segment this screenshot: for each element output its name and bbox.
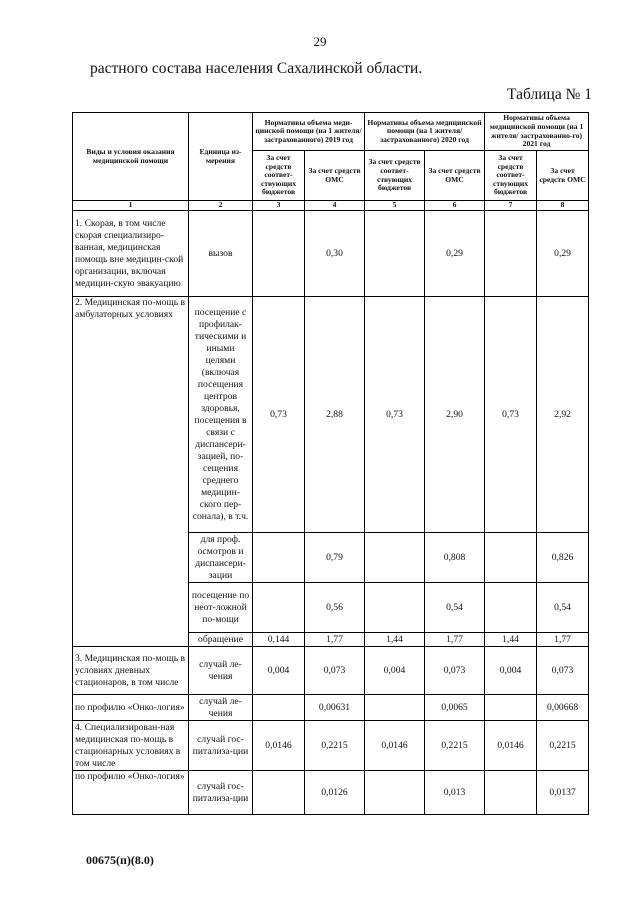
- table-row: [73, 695, 589, 721]
- value-cell: 0,73: [365, 297, 425, 533]
- value-cell: 0,29: [425, 211, 485, 297]
- value-cell: [253, 771, 305, 815]
- col-number: 4: [305, 201, 365, 211]
- value-cell: 0,0126: [305, 771, 365, 815]
- value-cell: 0,073: [425, 647, 485, 695]
- row-unit-cell: посещение с профилак-тическими и иными целями (включая посещения центров здоровья, посещения в связи с диспансери-зацией, по-сещения среднего медицин-ского пер-сонала), в т.ч.: [189, 297, 253, 533]
- value-cell: 0,0146: [485, 721, 537, 771]
- value-cell: [253, 533, 305, 583]
- header-type: Виды и условия оказания медицинской помощи: [73, 113, 189, 201]
- header-2021: Нормативы объема медицинской помощи (на 1 жителя/ застрахованно-го) 2021 год: [485, 113, 589, 151]
- table-title: Таблица № 1: [507, 86, 592, 103]
- col-number: 7: [485, 201, 537, 211]
- value-cell: 1,77: [425, 633, 485, 647]
- value-cell: 0,826: [537, 533, 589, 583]
- row-unit-cell: случай гос-питализа-ции: [189, 721, 253, 771]
- value-cell: [365, 533, 425, 583]
- value-cell: [365, 771, 425, 815]
- value-cell: 2,88: [305, 297, 365, 533]
- header-oms-2021: За счет средств ОМС: [537, 151, 589, 201]
- header-budget-2019: За счет средств соответ-ствующих бюджетов: [253, 151, 305, 201]
- value-cell: 0,013: [425, 771, 485, 815]
- value-cell: 0,79: [305, 533, 365, 583]
- header-2020: Нормативы объема медицинской помощи (на 1 жителя/ застрахованного) 2020 год: [365, 113, 485, 151]
- value-cell: 1,44: [365, 633, 425, 647]
- value-cell: [365, 583, 425, 633]
- value-cell: 1,44: [485, 633, 537, 647]
- value-cell: 0,0065: [425, 695, 485, 721]
- intro-text: растного состава населения Сахалинской области.: [90, 60, 423, 77]
- row-type-cell: 1. Скорая, в том числе скорая специализиро-ванная, медицинская помощь вне медицин-ской организации, включая медицин-скую эвакуацию: [73, 211, 189, 297]
- value-cell: 0,073: [537, 647, 589, 695]
- table-row: [73, 211, 589, 297]
- col-number: 1: [73, 201, 189, 211]
- value-cell: [365, 211, 425, 297]
- norms-table: [72, 112, 589, 815]
- row-unit-cell: для проф. осмотров и диспансери-зации: [189, 533, 253, 583]
- value-cell: 1,77: [305, 633, 365, 647]
- value-cell: [485, 583, 537, 633]
- value-cell: 0,54: [425, 583, 485, 633]
- col-number: 6: [425, 201, 485, 211]
- row-type-cell: 2. Медицинская по-мощь в амбулаторных условиях: [73, 297, 189, 647]
- header-row-groups: [73, 113, 589, 151]
- table-row: [73, 721, 589, 771]
- header-oms-2020: За счет средств ОМС: [425, 151, 485, 201]
- table-row: [73, 771, 589, 815]
- value-cell: 0,54: [537, 583, 589, 633]
- col-number: 8: [537, 201, 589, 211]
- value-cell: 1,77: [537, 633, 589, 647]
- value-cell: [485, 695, 537, 721]
- row-type-cell: по профилю «Онко-логия»: [73, 695, 189, 721]
- header-budget-2020: За счет средств соответ-ствующих бюджетов: [365, 151, 425, 201]
- row-unit-cell: обращение: [189, 633, 253, 647]
- row-unit-cell: случай ле-чения: [189, 695, 253, 721]
- value-cell: 0,144: [253, 633, 305, 647]
- header-budget-2021: За счет средств соответ-ствующих бюджетов: [485, 151, 537, 201]
- value-cell: [253, 211, 305, 297]
- row-unit-cell: посещение по неот-ложной по-мощи: [189, 583, 253, 633]
- value-cell: 0,004: [253, 647, 305, 695]
- row-type-cell: 4. Специализирован-ная медицинская по-мощь в стационарных условиях в том числе: [73, 721, 189, 771]
- header-2019: Нормативы объема меди-цинской помощи (на 1 жителя/ застрахованного) 2019 год: [253, 113, 365, 151]
- value-cell: 0,00668: [537, 695, 589, 721]
- value-cell: 0,29: [537, 211, 589, 297]
- value-cell: [253, 695, 305, 721]
- value-cell: 0,30: [305, 211, 365, 297]
- table-row: [73, 647, 589, 695]
- value-cell: [485, 533, 537, 583]
- value-cell: [253, 583, 305, 633]
- value-cell: 0,808: [425, 533, 485, 583]
- col-number: 5: [365, 201, 425, 211]
- page-number: 29: [313, 34, 327, 49]
- row-unit-cell: вызов: [189, 211, 253, 297]
- row-unit-cell: случай гос-питализа-ции: [189, 771, 253, 815]
- footer-code: 00675(п)(8.0): [86, 853, 154, 867]
- value-cell: 2,90: [425, 297, 485, 533]
- header-oms-2019: За счет средств ОМС: [305, 151, 365, 201]
- value-cell: 0,004: [485, 647, 537, 695]
- value-cell: 0,00631: [305, 695, 365, 721]
- row-unit-cell: случай ле-чения: [189, 647, 253, 695]
- value-cell: 0,73: [253, 297, 305, 533]
- col-number: 2: [189, 201, 253, 211]
- table-row: [73, 297, 589, 533]
- value-cell: [485, 211, 537, 297]
- value-cell: 0,0146: [253, 721, 305, 771]
- value-cell: 0,073: [305, 647, 365, 695]
- col-number: 3: [253, 201, 305, 211]
- value-cell: 0,0137: [537, 771, 589, 815]
- value-cell: 0,004: [365, 647, 425, 695]
- row-type-cell: по профилю «Онко-логия»: [73, 771, 189, 815]
- header-unit: Единица из-мерения: [189, 113, 253, 201]
- row-type-cell: 3. Медицинская по-мощь в условиях дневных стационаров, в том числе: [73, 647, 189, 695]
- value-cell: 0,2215: [537, 721, 589, 771]
- value-cell: [485, 771, 537, 815]
- value-cell: 0,73: [485, 297, 537, 533]
- header-row-numbers: [73, 201, 589, 211]
- value-cell: 2,92: [537, 297, 589, 533]
- value-cell: [365, 695, 425, 721]
- value-cell: 0,56: [305, 583, 365, 633]
- value-cell: 0,0146: [365, 721, 425, 771]
- value-cell: 0,2215: [305, 721, 365, 771]
- value-cell: 0,2215: [425, 721, 485, 771]
